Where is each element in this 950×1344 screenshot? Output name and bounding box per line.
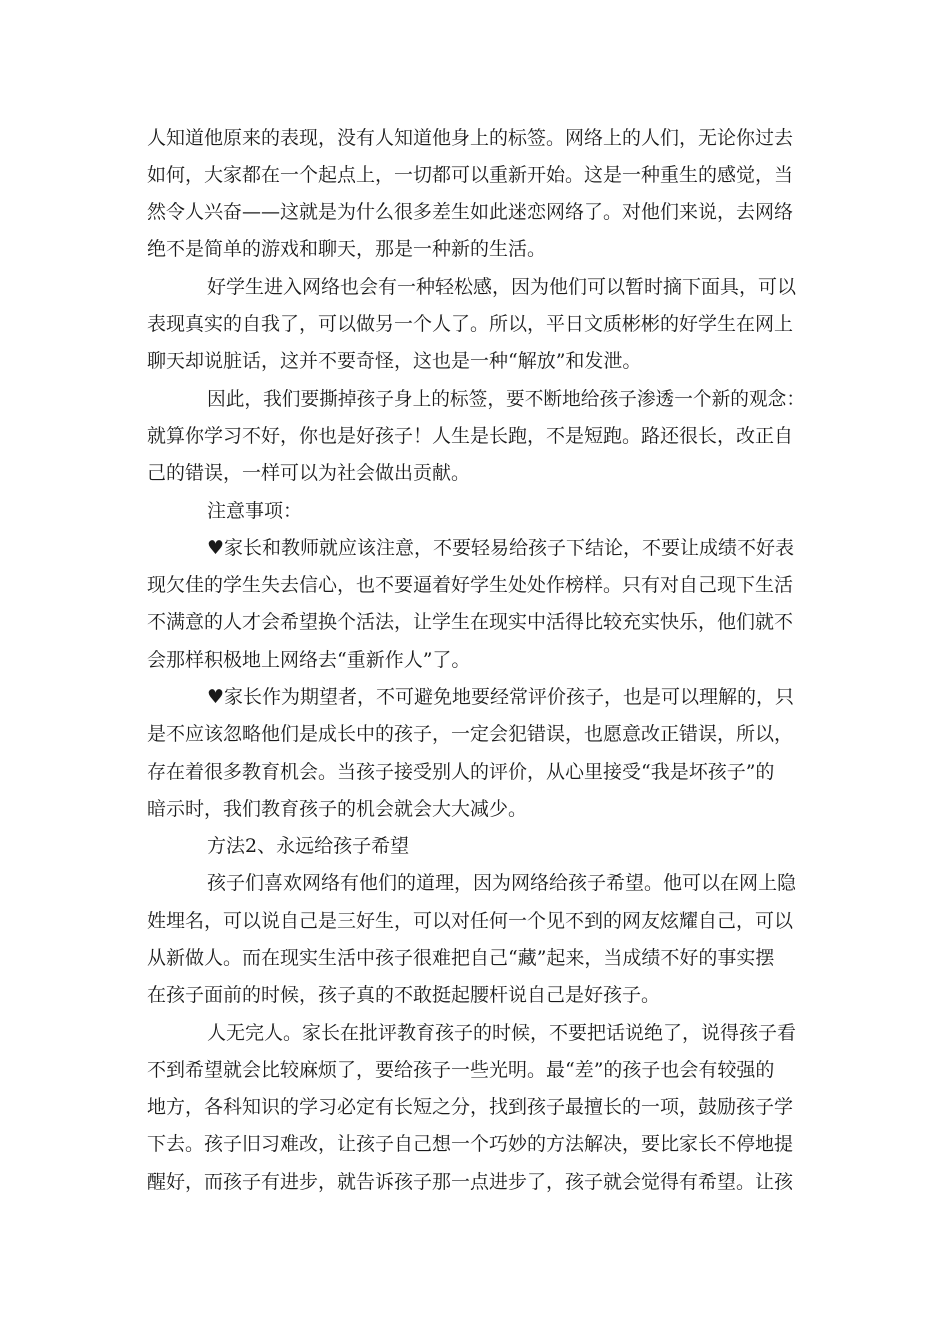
text-line: 己的错误，一样可以为社会做出贡献。	[147, 462, 471, 484]
text-line: 现欠佳的学生失去信心，也不要逼着好学生处处作榜样。只有对自己现下生活	[147, 574, 794, 596]
section-label: 注意事项：	[207, 500, 303, 522]
text-line: 地方，各科知识的学习必定有长短之分，找到孩子最擅长的一项，鼓励孩子学	[147, 1096, 794, 1118]
text-line: 下去。孩子旧习难改，让孩子自己想一个巧妙的方法解决，要比家长不停地提	[147, 1133, 794, 1155]
paragraph-first-line: 人无完人。家长在批评教育孩子的时候，不要把话说绝了，说得孩子看	[207, 1022, 797, 1044]
text-line: 表现真实的自我了，可以做另一个人了。所以，平日文质彬彬的好学生在网上	[147, 313, 794, 335]
text-line: 会那样积极地上网络去“重新作人”了。	[147, 649, 471, 671]
text-line: 人知道他原来的表现，没有人知道他身上的标签。网络上的人们，无论你过去	[147, 127, 794, 149]
text-line: 姓埋名，可以说自己是三好生，可以对任何一个见不到的网友炫耀自己，可以	[147, 910, 794, 932]
text-line: 然令人兴奋——这就是为什么很多差生如此迷恋网络了。对他们来说，去网络	[147, 201, 794, 223]
text-line: 不满意的人才会希望换个活法，让学生在现实中活得比较充实快乐，他们就不	[147, 611, 794, 633]
bullet-paragraph-first-line: ♥家长和教师就应该注意，不要轻易给孩子下结论，不要让成绩不好表	[207, 537, 795, 559]
text-line: 从新做人。而在现实生活中孩子很难把自己“藏”起来，当成绩不好的事实摆	[147, 947, 775, 969]
text-line: 醒好，而孩子有进步，就告诉孩子那一点进步了，孩子就会觉得有希望。让孩	[147, 1171, 794, 1193]
paragraph-first-line: 因此，我们要撕掉孩子身上的标签，要不断地给孩子渗透一个新的观念：	[207, 388, 806, 410]
text-line: 绝不是简单的游戏和聊天，那是一种新的生活。	[147, 238, 547, 260]
text-line: 存在着很多教育机会。当孩子接受别人的评价，从心里接受“我是坏孩子”的	[147, 761, 775, 783]
text-line: 是不应该忽略他们是成长中的孩子，一定会犯错误，也愿意改正错误，所以，	[147, 723, 794, 745]
paragraph-first-line: 孩子们喜欢网络有他们的道理，因为网络给孩子希望。他可以在网上隐	[207, 872, 797, 894]
method-heading: 方法2、永远给孩子希望	[207, 835, 410, 857]
text-line: 就算你学习不好，你也是好孩子！人生是长跑，不是短跑。路还很长，改正自	[147, 425, 794, 447]
text-line: 聊天却说脏话，这并不要奇怪，这也是一种“解放”和发泄。	[147, 350, 642, 372]
bullet-paragraph-first-line: ♥家长作为期望者，不可避免地要经常评价孩子，也是可以理解的，只	[207, 686, 795, 708]
text-line: 在孩子面前的时候，孩子真的不敢挺起腰杆说自己是好孩子。	[147, 984, 661, 1006]
text-line: 暗示时，我们教育孩子的机会就会大大减少。	[147, 798, 528, 820]
paragraph-first-line: 好学生进入网络也会有一种轻松感，因为他们可以暂时摘下面具，可以	[207, 276, 797, 298]
text-line: 如何，大家都在一个起点上，一切都可以重新开始。这是一种重生的感觉，当	[147, 164, 794, 186]
text-line: 不到希望就会比较麻烦了，要给孩子一些光明。最“差”的孩子也会有较强的	[147, 1059, 775, 1081]
